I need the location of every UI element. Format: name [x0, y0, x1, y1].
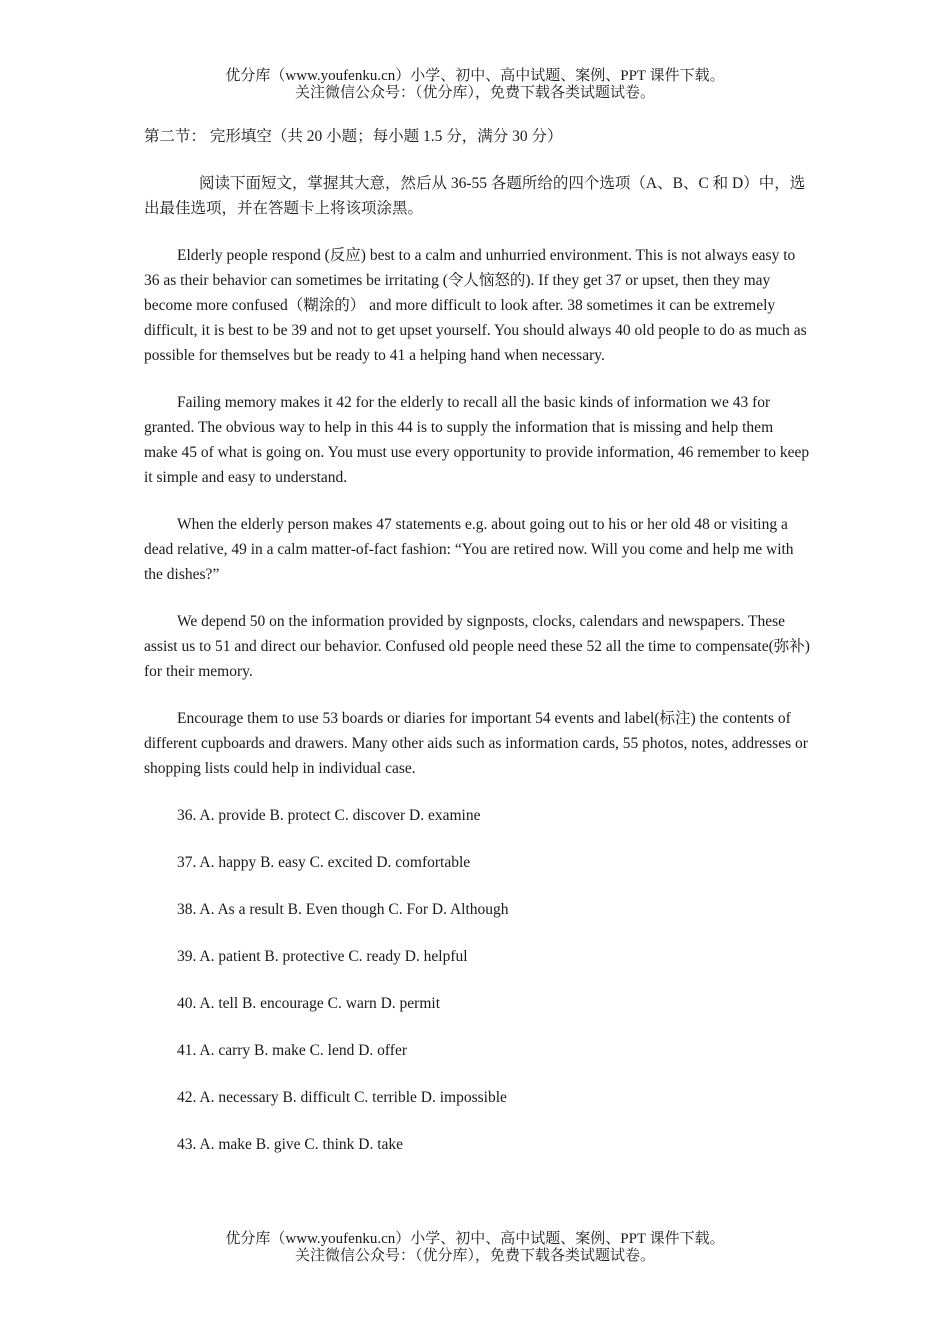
- question-option-38: 38. A. As a result B. Even though C. For D. Although: [177, 901, 509, 918]
- passage-paragraph-1: Elderly people respond (反应) best to a calm and unhurried environment. This is not always easy to 36 as their behavior can sometimes be irritating (令人恼怒的). If they get 37 or upset, then they may become more confused（糊涂的） and more difficult to look after. 38 sometimes it can be extremely difficult, it is best to be 39 and not to get upset yourself. You should always 40 old people to do as much as possible for themselves but be ready to 41 a helping hand when necessary.: [144, 247, 807, 364]
- document-body: [144, 124, 810, 1179]
- section-title: 第二节： 完形填空（共 20 小题；每小题 1.5 分，满分 30 分）: [144, 128, 563, 145]
- header-line-2: 关注微信公众号：（优分库），免费下载各类试题试卷。: [294, 85, 655, 101]
- question-option-37: 37. A. happy B. easy C. excited D. comfortable: [177, 854, 471, 871]
- question-option-39: 39. A. patient B. protective C. ready D. helpful: [177, 948, 468, 965]
- footer-line-2: 关注微信公众号：（优分库），免费下载各类试题试卷。: [294, 1248, 655, 1264]
- question-option-43: 43. A. make B. give C. think D. take: [177, 1136, 404, 1153]
- passage-paragraph-5: Encourage them to use 53 boards or diaries for important 54 events and label(标注) the contents of different cupboards and drawers. Many other aids such as information cards, 55 photos, notes, addresses or shopping lists could help in individual case.: [144, 710, 808, 777]
- question-option-40: 40. A. tell B. encourage C. warn D. permit: [177, 995, 441, 1012]
- question-option-36: 36. A. provide B. protect C. discover D. examine: [177, 807, 481, 824]
- page-header: [0, 68, 950, 102]
- passage-paragraph-2: Failing memory makes it 42 for the elderly to recall all the basic kinds of information we 43 for granted. The obvious way to help in this 44 is to supply the information that is missing and help them make 45 of what is going on. You must use every opportunity to provide information, 46 remember to keep it simple and easy to understand.: [144, 394, 810, 486]
- instruction-text: 阅读下面短文，掌握其大意，然后从 36-55 各题所给的四个选项（A、B、C 和 D）中，选出最佳选项，并在答题卡上将该项涂黑。: [144, 175, 806, 217]
- header-line-1: 优分库（www.youfenku.cn）小学、初中、高中试题、案例、PPT 课件下载。: [225, 68, 725, 84]
- question-option-42: 42. A. necessary B. difficult C. terrible D. impossible: [177, 1089, 507, 1106]
- passage-paragraph-3: When the elderly person makes 47 statements e.g. about going out to his or her old 48 or visiting a dead relative, 49 in a calm matter-of-fact fashion: “You are retired now. Will you come and help me with the dishes?”: [144, 516, 794, 583]
- footer-line-1: 优分库（www.youfenku.cn）小学、初中、高中试题、案例、PPT 课件下载。: [225, 1231, 725, 1247]
- page-footer: [0, 1231, 950, 1265]
- passage-paragraph-4: We depend 50 on the information provided by signposts, clocks, calendars and newspapers. These assist us to 51 and direct our behavior. Confused old people need these 52 all the time to compensate(弥补) for their memory.: [144, 613, 810, 680]
- question-option-41: 41. A. carry B. make C. lend D. offer: [177, 1042, 408, 1059]
